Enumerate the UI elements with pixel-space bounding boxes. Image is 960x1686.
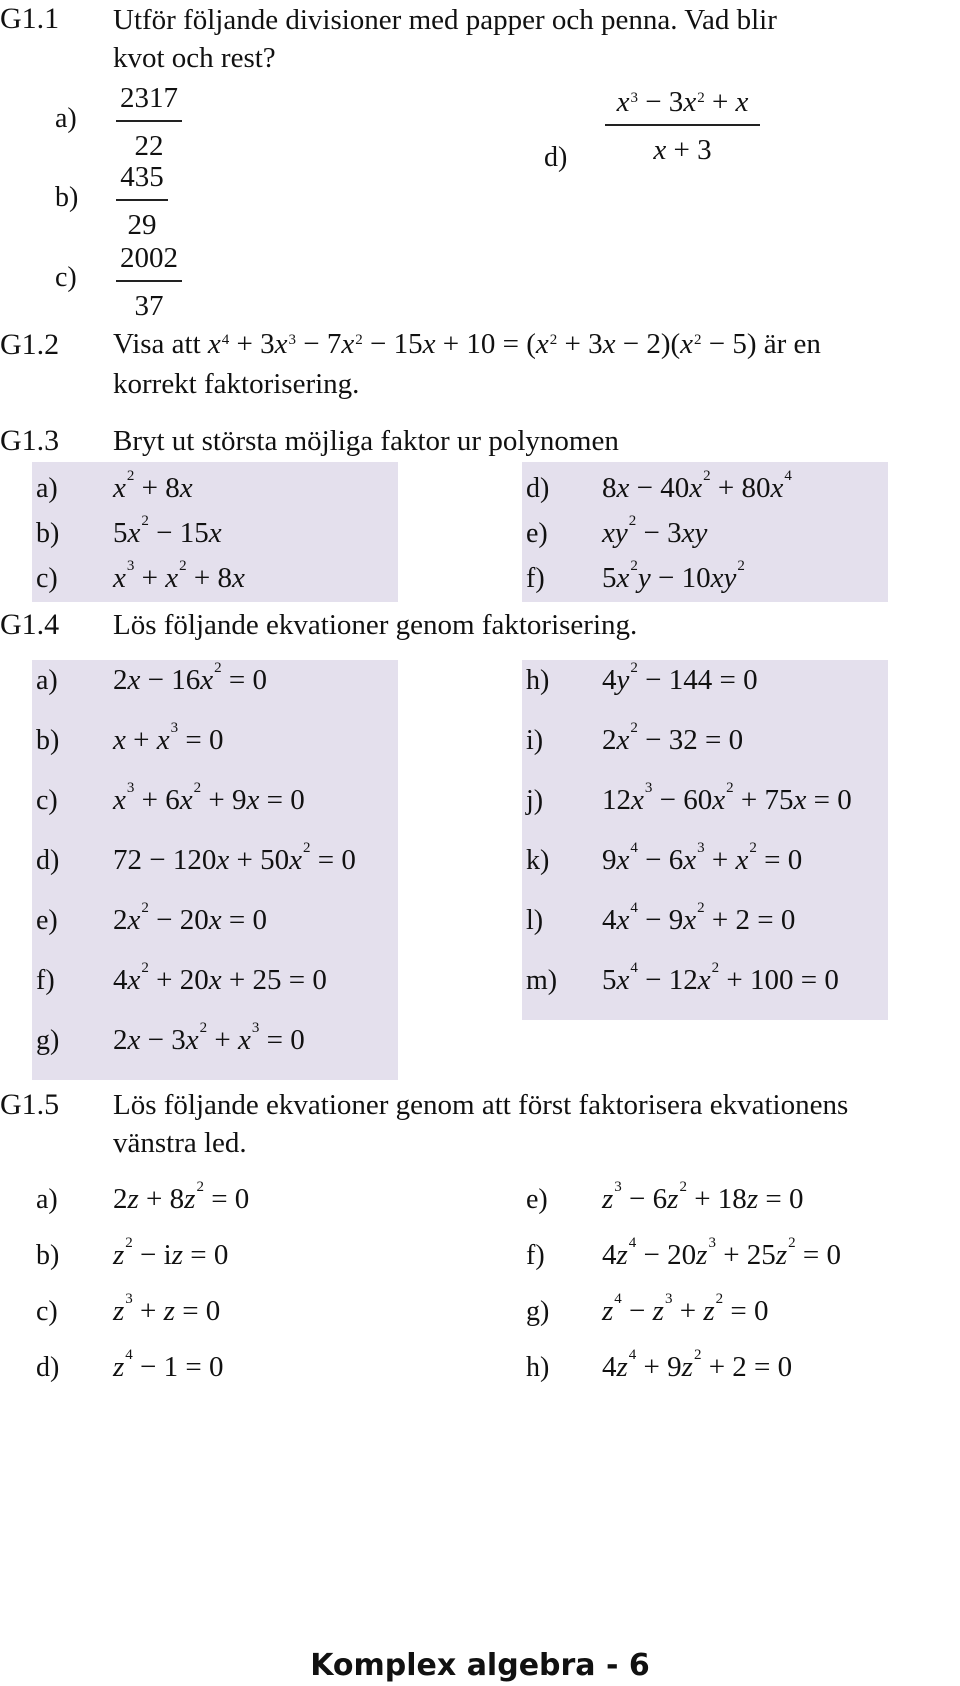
item-label-g14-a: a) <box>36 665 58 696</box>
item-label-g14-l: l) <box>526 905 544 936</box>
denominator: 29 <box>127 209 157 241</box>
expression-g14-j: $12x^3 - 60x^2 + 75x = 0$ <box>602 780 852 816</box>
numerator: $x^3 - 3x^2 + x$ <box>616 86 749 118</box>
item-label-g13-f: f) <box>526 563 545 594</box>
expression-g15-f: $4z^4 - 20z^3 + 25z^2 = 0$ <box>602 1235 841 1271</box>
expression-g14-i: $2x^2 - 32 = 0$ <box>602 720 744 756</box>
numerator: 2002 <box>120 242 178 274</box>
expression-g14-d: $72 - 120x + 50x^2 = 0$ <box>113 840 356 876</box>
expression-g14-b: $x + x^3 = 0$ <box>113 720 224 756</box>
item-label-g11-c: c) <box>55 262 77 293</box>
expression-g13-c: $x^3 + x^2 + 8x$ <box>113 558 245 594</box>
problem-text-g13: Bryt ut största möjliga faktor ur polynomen <box>113 425 619 457</box>
expression-g14-e: $2x^2 - 20x = 0$ <box>113 900 267 936</box>
item-label-g11-d: d) <box>544 142 568 173</box>
item-label-g15-d: d) <box>36 1352 60 1383</box>
expression-g14-h: $4y^2 - 144 = 0$ <box>602 660 758 696</box>
expression-g13-a: $x^2 + 8x$ <box>113 468 193 504</box>
expression-g15-h: $4z^4 + 9z^2 + 2 = 0$ <box>602 1347 793 1383</box>
item-label-g15-h: h) <box>526 1352 550 1383</box>
page-footer: Komplex algebra - 6 <box>310 1648 650 1683</box>
problem-text-g12-line1: Visa att $x^4 + 3x^3 - 7x^2 - 15x + 10 = (x^2 + 3x - 2)(x^2 - 5)$ är en <box>113 328 821 360</box>
expression-g13-b: $5x^2 - 15x$ <box>113 513 222 549</box>
expression-g14-k: $9x^4 - 6x^3 + x^2 = 0$ <box>602 840 803 876</box>
problem-text-g15-line1: Lös följande ekvationer genom att först faktorisera ekvationens <box>113 1089 849 1121</box>
fraction-g11-b <box>116 157 168 243</box>
problem-text-g14: Lös följande ekvationer genom faktorisering. <box>113 609 638 641</box>
expression-g13-f: $5x^2y - 10xy^2$ <box>602 558 745 594</box>
item-label-g14-k: k) <box>526 845 550 876</box>
item-label-g15-b: b) <box>36 1240 60 1271</box>
expression-g14-l: $4x^4 - 9x^2 + 2 = 0$ <box>602 900 796 936</box>
expression-g14-a: $2x - 16x^2 = 0$ <box>113 660 267 696</box>
item-label-g14-m: m) <box>526 965 558 996</box>
expression-g14-c: $x^3 + 6x^2 + 9x = 0$ <box>113 780 305 816</box>
item-label-g14-c: c) <box>36 785 58 816</box>
expression-g15-c: $z^3 + z = 0$ <box>113 1291 221 1327</box>
expression-g13-e: $xy^2 - 3xy$ <box>602 513 708 549</box>
fraction-bar <box>116 120 182 122</box>
numerator: 2317 <box>120 82 178 114</box>
problem-number-g12: G1.2 <box>0 328 60 361</box>
item-label-g13-e: e) <box>526 518 548 549</box>
expression-g15-a: $2z + 8z^2 = 0$ <box>113 1179 250 1215</box>
item-label-g15-a: a) <box>36 1184 58 1215</box>
problem-text-g11-line2: kvot och rest? <box>113 42 276 74</box>
fraction-g11-d <box>605 82 760 168</box>
problem-text-g12-line2: korrekt faktorisering. <box>113 368 360 400</box>
item-label-g15-e: e) <box>526 1184 548 1215</box>
item-label-g14-e: e) <box>36 905 58 936</box>
item-label-g14-b: b) <box>36 725 60 756</box>
fraction-bar <box>116 280 182 282</box>
expression-g14-f: $4x^2 + 20x + 25 = 0$ <box>113 960 327 996</box>
item-label-g11-a: a) <box>55 103 77 134</box>
item-label-g15-g: g) <box>526 1296 550 1327</box>
item-label-g14-h: h) <box>526 665 550 696</box>
expression-g13-d: $8x - 40x^2 + 80x^4$ <box>602 468 792 504</box>
item-label-g14-d: d) <box>36 845 60 876</box>
fraction-bar <box>116 199 168 201</box>
problem-text-g11-line1: Utför följande divisioner med papper och penna. Vad blir <box>113 4 777 36</box>
item-label-g13-d: d) <box>526 473 550 504</box>
expression-g15-d: $z^4 - 1 = 0$ <box>113 1347 224 1383</box>
problem-number-g15: G1.5 <box>0 1088 60 1121</box>
expression-g15-b: $z^2$ − iz = 0 <box>113 1235 229 1271</box>
item-label-g11-b: b) <box>55 182 79 213</box>
fraction-bar <box>605 124 760 126</box>
item-label-g13-b: b) <box>36 518 60 549</box>
problem-number-g11: G1.1 <box>0 2 60 35</box>
item-label-g14-g: g) <box>36 1025 60 1056</box>
expression-g15-e: $z^3 - 6z^2 + 18z = 0$ <box>602 1179 804 1215</box>
expression-g15-g: $z^4 - z^3 + z^2 = 0$ <box>602 1291 769 1327</box>
problem-text-g15-line2: vänstra led. <box>113 1127 247 1159</box>
item-label-g15-f: f) <box>526 1240 545 1271</box>
fraction-g11-c <box>116 238 182 324</box>
item-label-g14-i: i) <box>526 725 544 756</box>
item-label-g15-c: c) <box>36 1296 58 1327</box>
denominator: 22 <box>134 130 164 162</box>
item-label-g13-a: a) <box>36 473 58 504</box>
denominator: 37 <box>134 290 164 322</box>
item-label-g14-j: j) <box>526 785 544 816</box>
fraction-g11-a <box>116 78 182 164</box>
denominator: x + 3 <box>653 134 712 166</box>
problem-number-g13: G1.3 <box>0 424 60 457</box>
item-label-g13-c: c) <box>36 563 58 594</box>
expression-g14-g: $2x - 3x^2 + x^3 = 0$ <box>113 1020 305 1056</box>
problem-number-g14: G1.4 <box>0 608 60 641</box>
item-label-g14-f: f) <box>36 965 55 996</box>
numerator: 435 <box>120 161 164 193</box>
expression-g14-m: $5x^4 - 12x^2 + 100 = 0$ <box>602 960 839 996</box>
